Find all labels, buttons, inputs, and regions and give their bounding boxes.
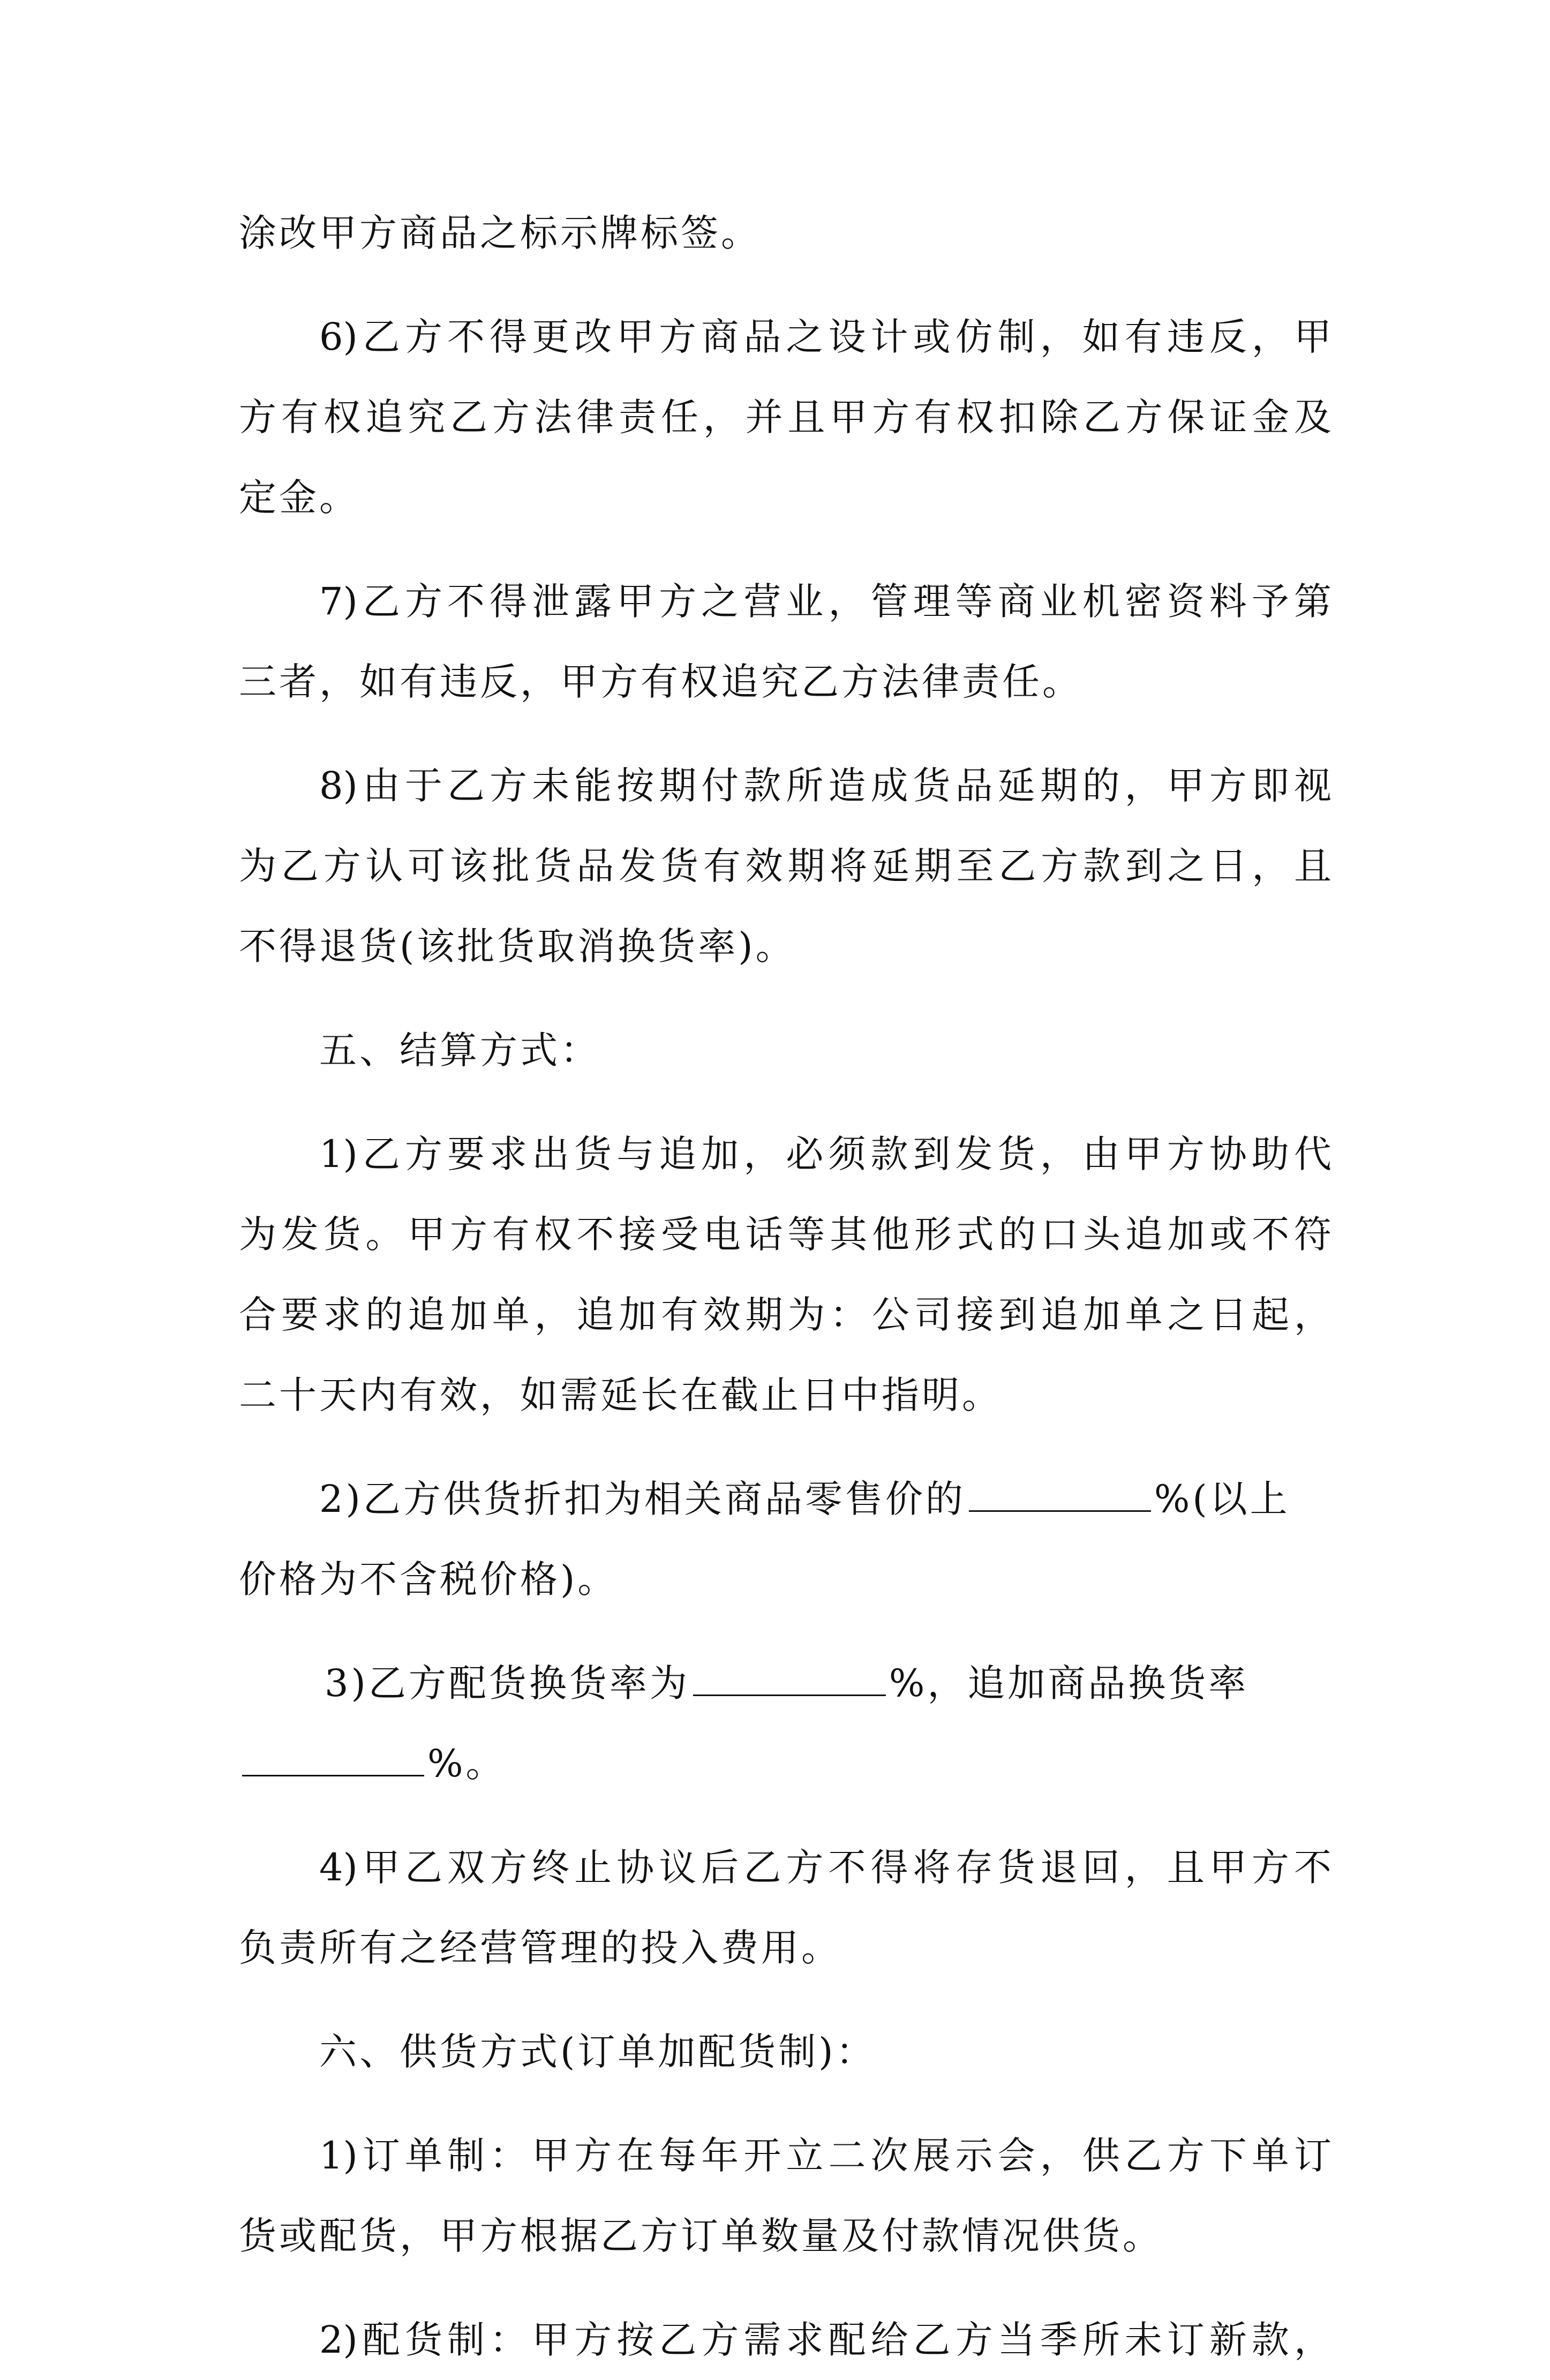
paragraph-line: 涂改甲方商品之标示牌标签。 <box>239 211 761 255</box>
contract-text <box>239 193 1331 2380</box>
settlement-2-line-2: 价格为不含税价格)。 <box>239 1557 618 1601</box>
settlement-3-text-a: 3)乙方配货换货率为 <box>325 1661 690 1705</box>
settlement-1-line-2: 为发货。甲方有权不接受电话等其他形式的口头追加或不符 <box>239 1212 1331 1256</box>
settlement-4-line-2: 负责所有之经营管理的投入费用。 <box>239 1926 841 1970</box>
settlement-1-line-4: 二十天内有效，如需延长在截止日中指明。 <box>239 1373 1002 1417</box>
clause-8-line-1: 8)由于乙方未能按期付款所造成货品延期的，甲方即视 <box>319 764 1331 808</box>
supply-2-line-1: 2)配货制：甲方按乙方需求配给乙方当季所未订新款， <box>319 2318 1331 2362</box>
settlement-2-text-a: 2)乙方供货折扣为相关商品零售价的 <box>319 1477 966 1521</box>
settlement-3-line-2 <box>239 1723 1331 1804</box>
clause-6-line-2: 方有权追究乙方法律责任，并且甲方有权扣除乙方保证金及 <box>239 395 1331 439</box>
settlement-2-text-b: %(以上 <box>1154 1477 1290 1521</box>
settlement-3-text-b: %，追加商品换货率 <box>889 1661 1249 1705</box>
settlement-1-line-1: 1)乙方要求出货与追加，必须款到发货，由甲方协助代 <box>319 1132 1331 1176</box>
section-heading-supply: 六、供货方式(订单加配货制)： <box>319 2030 876 2074</box>
supply-1-line-2: 货或配货，甲方根据乙方订单数量及付款情况供货。 <box>239 2214 1163 2258</box>
section-heading-settlement: 五、结算方式： <box>319 1028 600 1072</box>
clause-7-line-1: 7)乙方不得泄露甲方之营业，管理等商业机密资料予第 <box>319 579 1331 623</box>
settlement-1-line-3: 合要求的追加单，追加有效期为：公司接到追加单之日起， <box>239 1293 1331 1337</box>
clause-8-line-3: 不得退货(该批货取消换货率)。 <box>239 924 796 968</box>
exchange-rate-blank <box>693 1653 886 1696</box>
clause-6-line-1: 6)乙方不得更改甲方商品之设计或仿制，如有违反，甲 <box>319 315 1331 359</box>
clause-6-line-3: 定金。 <box>239 476 359 519</box>
discount-blank <box>969 1468 1151 1512</box>
supply-1-line-1: 1)订单制：甲方在每年开立二次展示会，供乙方下单订 <box>319 2134 1331 2178</box>
settlement-3-text-c: %。 <box>427 1742 506 1786</box>
settlement-3-line-1 <box>239 1643 1331 1723</box>
settlement-4-line-1: 4)甲乙双方终止协议后乙方不得将存货退回，且甲方不 <box>319 1846 1331 1889</box>
settlement-2-line-1 <box>239 1459 1331 1539</box>
clause-8-line-2: 为乙方认可该批货品发货有效期将延期至乙方款到之日，且 <box>239 844 1331 888</box>
clause-7-line-2: 三者，如有违反，甲方有权追究乙方法律责任。 <box>239 660 1082 704</box>
additional-exchange-rate-blank <box>242 1733 424 1776</box>
